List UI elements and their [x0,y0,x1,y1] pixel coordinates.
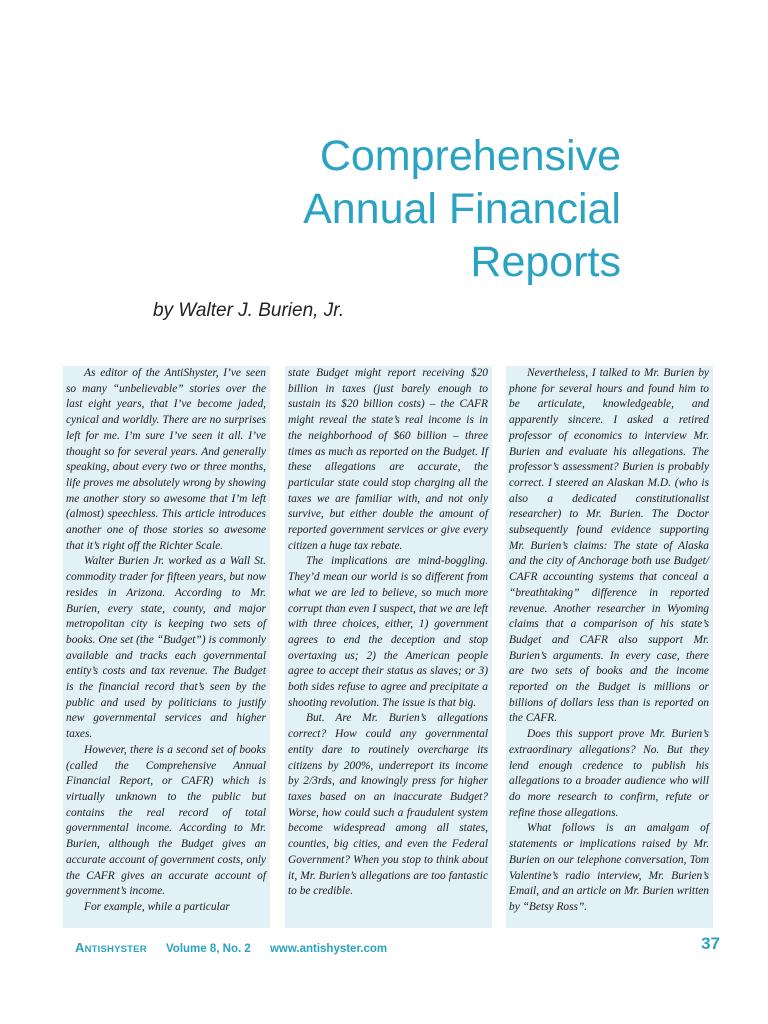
page-footer [75,940,403,955]
volume-info: Volume 8, No. 2 [165,943,251,955]
paragraph: What follows is an amalgam of statements or implications raised by Mr. Burien on our telephone conversation, Tom Valentine’s radio interview, Mr. Burien’s Email, and an article on Mr. Burien written by “Betsy Ross”. [509,822,709,913]
title-line: Reports [470,238,621,286]
text-column-2 [285,366,492,928]
paragraph: Walter Burien Jr. worked as a Wall St. commodity trader for fifteen years, but now resides in Arizona. According to Mr. Burien, every state, county, and major metropolitan city is keeping two sets of books. One set (the “Budget”) is commonly available and tracks each governmental entity’s costs and tax revenue. The Budget is the financial record that’s seen by the public and used by politicians to justify new governmental services and higher taxes. [66,555,266,741]
text-column-1 [63,366,270,928]
paragraph: Does this support prove Mr. Burien’s extraordinary allegations? No. But they lend enough credence to publish his allegations to a broader audience who will do more research to confirm, refute or refine those allegations. [509,728,709,819]
title-line: Annual Financial [303,185,621,233]
paragraph: However, there is a second set of books (called the Comprehensive Annual Financial Report, or CAFR) which is virtually unknown to the public but contains the real record of total governmental income. According to Mr. Burien, although the Budget gives an accurate account of government costs, only the CAFR gives an accurate account of government’s income. [66,743,266,898]
website-link[interactable]: www.antishyster.com [269,943,388,955]
paragraph: As editor of the AntiShyster, I’ve seen so many “unbelievable” stories over the last eight years, that I’ve become jaded, cynical and worldly. There are no surprises left for me. I’m sure I’ve seen it all. I’ve thought so for several years. And generally speaking, about every two or three months, life proves me absolutely wrong by showing me another story so awesome that I’m left (almost) speechless. This article introduces another one of those stories so awesome that it’s right off the Richter Scale. [66,367,266,552]
paragraph: The implications are mind-boggling. They’d mean our world is so different from what we are led to believe, so much more corrupt than even I suspect, that we are left with three choices, either, 1) government agrees to end the deception and stop overtaxing us; 2) the American people agree to accept their status as slaves; or 3) both sides refuse to agree and precipitate a shooting revolution. The issue is that big. [288,555,488,709]
article-title [303,130,621,289]
paragraph: Nevertheless, I talked to Mr. Burien by phone for several hours and found him to be articulate, knowledgeable, and apparently sincere. I asked a retired professor of economics to interview Mr. Burien and evaluate his allegations. The professor’s assessment? Burien is probably correct. I steered an Alaskan M.D. (who is also a dedicated constitutionalist researcher) to Mr. Burien. The Doctor subsequently found evidence supporting Mr. Burien’s claims: The state of Alaska and the city of Anchorage both use Budget/ CAFR accounting systems that conceal a “breathtaking” difference in reported revenue. Another researcher in Wyoming claims that a comparison of his state’s Budget and CAFR also support Mr. Burien’s arguments. In every case, there are two sets of books and the income reported on the Budget is millions or billions of dollars less than is reported on the CAFR. [509,367,709,725]
page-number: 37 [701,934,720,953]
title-line: Comprehensive [319,132,621,180]
magazine-name: ANTISHYSTER [75,940,147,955]
paragraph: But. Are Mr. Burien’s allegations correct? How could any governmental entity dare to routinely overcharge its citizens by 200%, underreport its income by 2/3rds, and knowingly press for higher taxes based on an inaccurate Budget? Worse, how could such a fraudulent system become widespread among all states, counties, big cities, and even the Federal Government? When you stop to think about it, Mr. Burien’s allegations are too fantastic to be credible. [288,712,488,898]
text-column-3 [506,366,713,928]
paragraph: state Budget might report receiving $20 billion in taxes (just barely enough to sustain its $20 billion costs) – the CAFR might reveal the state’s real income is in the neighborhood of $60 billion – three times as much as reported on the Budget. If these allegations are accurate, the particular state could stop charging all the taxes we are familiar with, and not only survive, but either double the amount of reported government services or give every citizen a huge tax rebate. [288,367,488,552]
paragraph: For example, while a particular [84,900,230,913]
author-byline: by Walter J. Burien, Jr. [153,300,345,321]
